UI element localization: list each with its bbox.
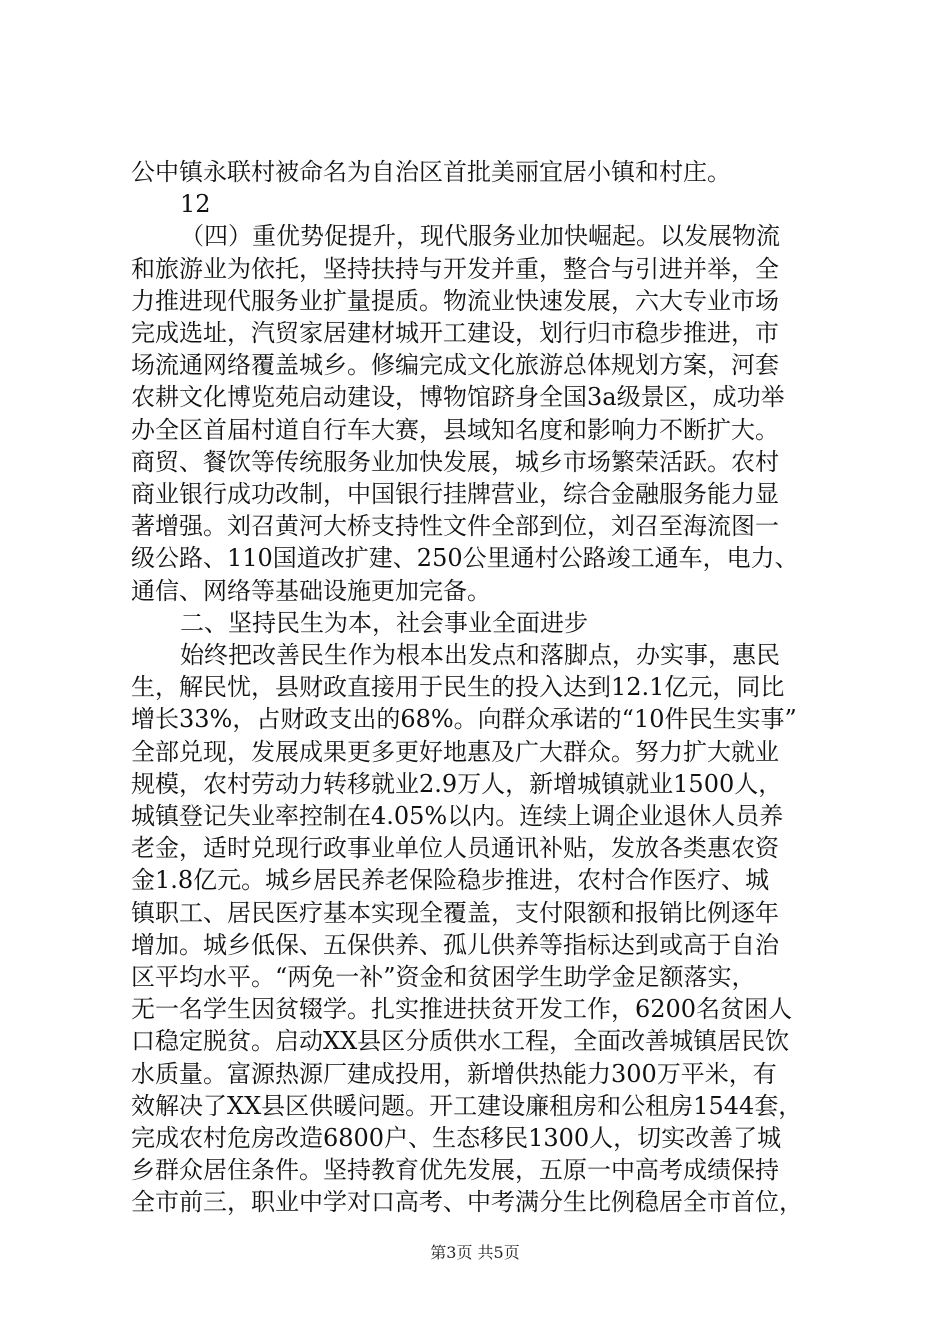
text-line: 镇职工、居民医疗基本实现全覆盖，支付限额和报销比例逐年 xyxy=(131,899,779,927)
text-line: 口稳定脱贫。启动XX县区分质供水工程，全面改善城镇居民饮 xyxy=(131,1027,790,1055)
text-line: 商业银行成功改制，中国银行挂牌营业，综合金融服务能力显 xyxy=(131,480,779,508)
text-line: 农耕文化博览苑启动建设，博物馆跻身全国3a级景区，成功举 xyxy=(131,383,785,411)
text-line: 场流通网络覆盖城乡。修编完成文化旅游总体规划方案，河套 xyxy=(131,351,779,379)
text-line: 12 xyxy=(180,190,211,218)
text-line: 增长33%，占财政支出的68%。向群众承诺的“10件民生实事” xyxy=(131,705,797,733)
text-line: 区平均水平。“两免一补”资金和贫困学生助学金足额落实， xyxy=(131,963,756,991)
text-line: 通信、网络等基础设施更加完备。 xyxy=(131,577,491,605)
text-line: 城镇登记失业率控制在4.05%以内。连续上调企业退休人员养 xyxy=(131,802,784,830)
text-line: 公中镇永联村被命名为自治区首批美丽宜居小镇和村庄。 xyxy=(131,158,731,186)
text-line: 著增强。刘召黄河大桥支持性文件全部到位，刘召至海流图一 xyxy=(131,512,779,540)
text-line: 级公路、110国道改扩建、250公里通村公路竣工通车，电力、 xyxy=(131,544,799,572)
text-line: 乡群众居住条件。坚持教育优先发展，五原一中高考成绩保持 xyxy=(131,1156,779,1184)
text-line: 始终把改善民生作为根本出发点和落脚点，办实事，惠民 xyxy=(180,641,780,669)
text-line: 商贸、餐饮等传统服务业加快发展，城乡市场繁荣活跃。农村 xyxy=(131,448,779,476)
text-line: 完成农村危房改造6800户、生态移民1300人，切实改善了城 xyxy=(131,1124,782,1152)
text-line: 水质量。富源热源厂建成投用，新增供热能力300万平米，有 xyxy=(131,1060,777,1088)
text-line: 增加。城乡低保、五保供养、孤儿供养等指标达到或高于自治 xyxy=(131,931,779,959)
text-line: 办全区首届村道自行车大赛，县域知名度和影响力不断扩大。 xyxy=(131,416,779,444)
text-line: 生，解民忧，县财政直接用于民生的投入达到12.1亿元，同比 xyxy=(131,673,785,701)
text-line: 老金，适时兑现行政事业单位人员通讯补贴，发放各类惠农资 xyxy=(131,834,779,862)
text-line: 全市前三，职业中学对口高考、中考满分生比例稳居全市首位， xyxy=(131,1188,803,1216)
text-line: （四）重优势促提升，现代服务业加快崛起。以发展物流 xyxy=(180,222,780,250)
text-line: 金1.8亿元。城乡居民养老保险稳步推进，农村合作医疗、城 xyxy=(131,866,770,894)
page-footer: 第3页 共5页 xyxy=(430,1243,520,1262)
text-line: 无一名学生因贫辍学。扎实推进扶贫开发工作，6200名贫困人 xyxy=(131,995,793,1023)
text-line: 力推进现代服务业扩量提质。物流业快速发展，六大专业市场 xyxy=(131,287,779,315)
text-line: 二、坚持民生为本，社会事业全面进步 xyxy=(180,609,588,637)
text-line: 规模，农村劳动力转移就业2.9万人，新增城镇就业1500人， xyxy=(131,770,783,798)
text-line: 和旅游业为依托，坚持扶持与开发并重，整合与引进并举，全 xyxy=(131,255,779,283)
text-line: 效解决了XX县区供暖问题。开工建设廉租房和公租房1544套， xyxy=(131,1092,803,1120)
text-line: 全部兑现，发展成果更多更好地惠及广大群众。努力扩大就业 xyxy=(131,738,779,766)
text-line: 完成选址，汽贸家居建材城开工建设，划行归市稳步推进，市 xyxy=(131,319,779,347)
